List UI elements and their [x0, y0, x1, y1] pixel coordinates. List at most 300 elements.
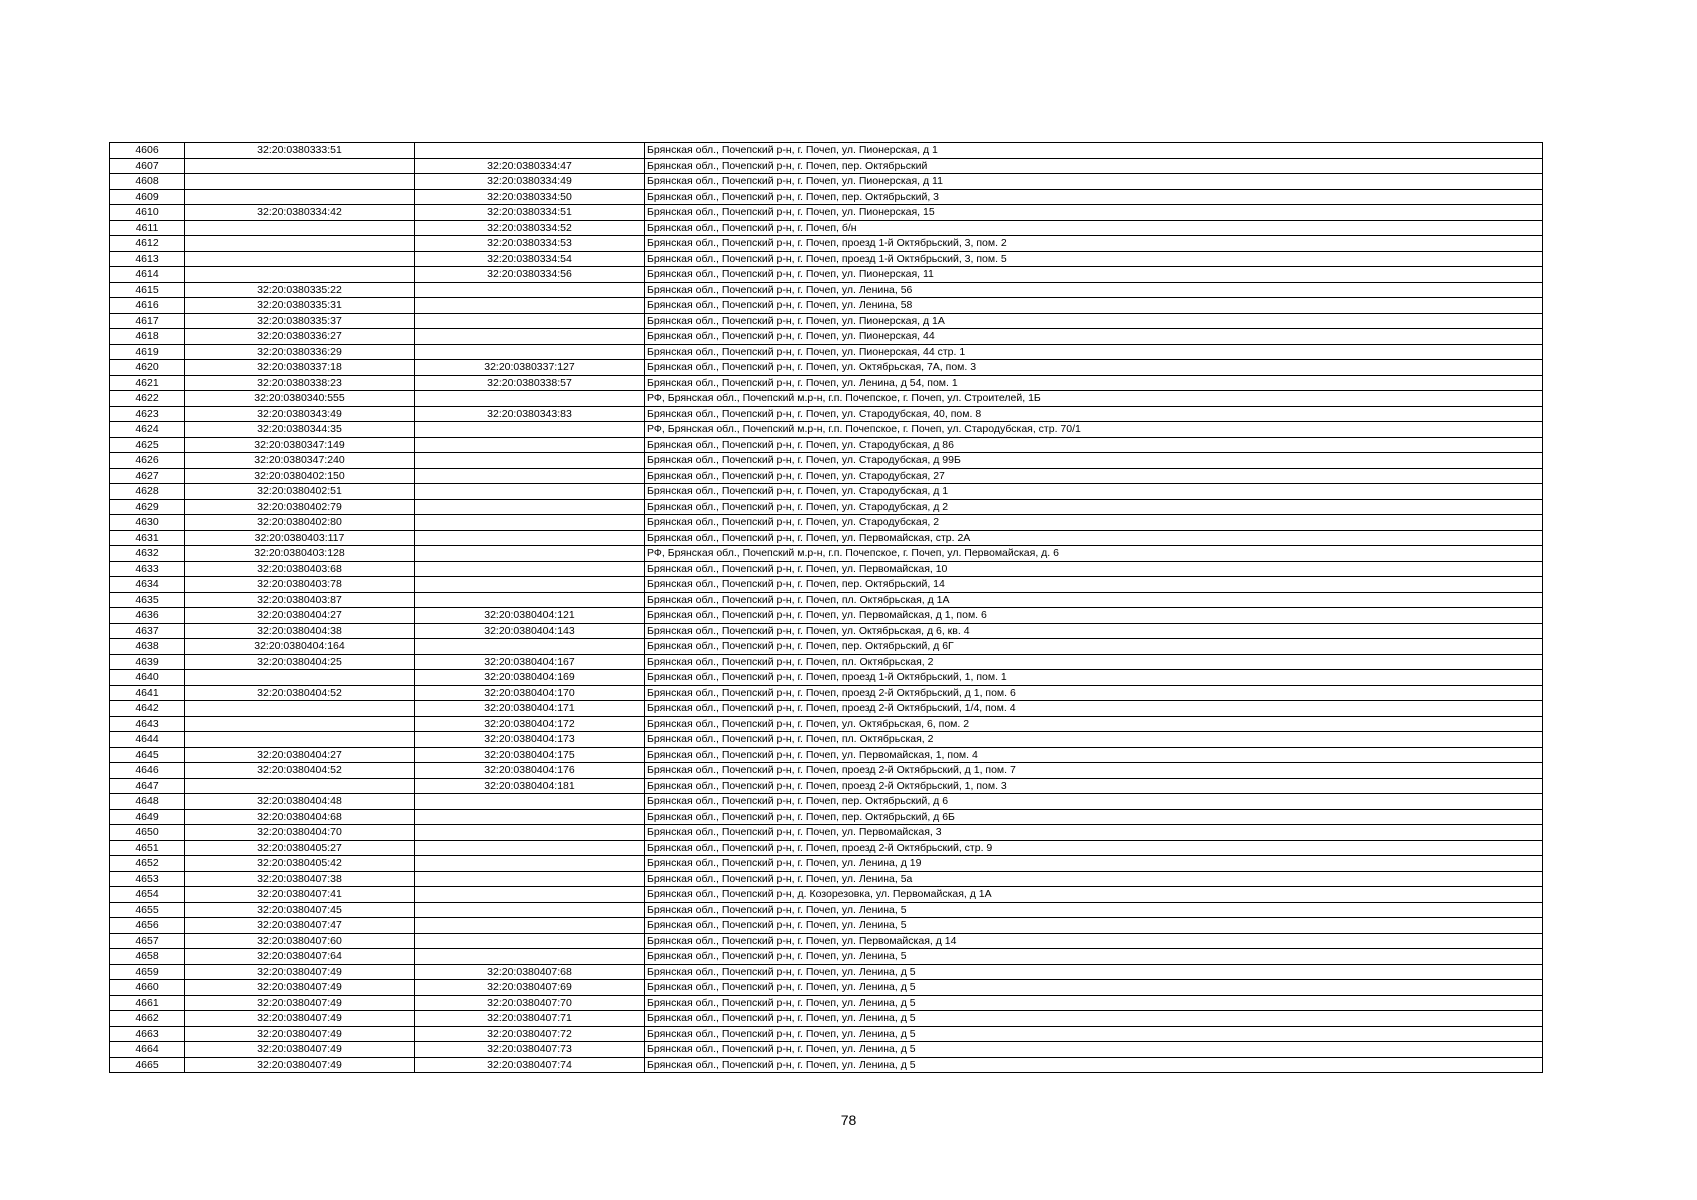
cadastral-number-cell: 32:20:0380336:27 [185, 329, 415, 345]
cadastral-number-cell: 32:20:0380343:49 [185, 406, 415, 422]
object-cadastral-number-cell: 32:20:0380334:53 [415, 236, 645, 252]
address-cell: Брянская обл., Почепский р-н, г. Почеп, ул. Пионерская, д 1А [645, 313, 1543, 329]
cadastral-number-cell: 32:20:0380340:555 [185, 391, 415, 407]
table-row [110, 1011, 1543, 1027]
address-cell: Брянская обл., Почепский р-н, г. Почеп, ул. Октябрьская, 7А, пом. 3 [645, 360, 1543, 376]
row-number-cell: 4661 [110, 995, 185, 1011]
row-number-cell: 4662 [110, 1011, 185, 1027]
cadastral-number-cell: 32:20:0380402:51 [185, 484, 415, 500]
table-row [110, 778, 1543, 794]
cadastral-number-cell: 32:20:0380407:41 [185, 887, 415, 903]
table-row [110, 949, 1543, 965]
address-cell: Брянская обл., Почепский р-н, г. Почеп, ул. Ленина, 5 [645, 949, 1543, 965]
row-number-cell: 4625 [110, 437, 185, 453]
object-cadastral-number-cell [415, 933, 645, 949]
table-row [110, 375, 1543, 391]
cadastral-number-cell: 32:20:0380407:45 [185, 902, 415, 918]
row-number-cell: 4646 [110, 763, 185, 779]
address-cell: Брянская обл., Почепский р-н, г. Почеп, ул. Ленина, д 5 [645, 995, 1543, 1011]
object-cadastral-number-cell: 32:20:0380404:173 [415, 732, 645, 748]
address-cell: Брянская обл., Почепский р-н, г. Почеп, пл. Октябрьская, д 1А [645, 592, 1543, 608]
object-cadastral-number-cell: 32:20:0380407:73 [415, 1042, 645, 1058]
cadastral-number-cell: 32:20:0380402:79 [185, 499, 415, 515]
object-cadastral-number-cell [415, 313, 645, 329]
table-row [110, 329, 1543, 345]
table-row [110, 840, 1543, 856]
address-cell: Брянская обл., Почепский р-н, г. Почеп, ул. Первомайская, стр. 2А [645, 530, 1543, 546]
table-row [110, 422, 1543, 438]
row-number-cell: 4632 [110, 546, 185, 562]
row-number-cell: 4615 [110, 282, 185, 298]
address-cell: РФ, Брянская обл., Почепский м.р-н, г.п. Почепское, г. Почеп, ул. Строителей, 1Б [645, 391, 1543, 407]
cadastral-number-cell: 32:20:0380334:42 [185, 205, 415, 221]
table-row [110, 174, 1543, 190]
cadastral-number-cell: 32:20:0380404:68 [185, 809, 415, 825]
object-cadastral-number-cell: 32:20:0380334:54 [415, 251, 645, 267]
table-row [110, 267, 1543, 283]
row-number-cell: 4623 [110, 406, 185, 422]
row-number-cell: 4622 [110, 391, 185, 407]
row-number-cell: 4626 [110, 453, 185, 469]
table-row [110, 856, 1543, 872]
row-number-cell: 4645 [110, 747, 185, 763]
object-cadastral-number-cell: 32:20:0380334:56 [415, 267, 645, 283]
object-cadastral-number-cell: 32:20:0380407:71 [415, 1011, 645, 1027]
address-cell: Брянская обл., Почепский р-н, г. Почеп, ул. Октябрьская, 6, пом. 2 [645, 716, 1543, 732]
cadastral-number-cell [185, 174, 415, 190]
object-cadastral-number-cell: 32:20:0380338:57 [415, 375, 645, 391]
cadastral-number-cell: 32:20:0380335:37 [185, 313, 415, 329]
object-cadastral-number-cell [415, 422, 645, 438]
table-row [110, 391, 1543, 407]
object-cadastral-number-cell [415, 530, 645, 546]
row-number-cell: 4612 [110, 236, 185, 252]
table-row [110, 546, 1543, 562]
address-cell: Брянская обл., Почепский р-н, г. Почеп, проезд 2-й Октябрьский, стр. 9 [645, 840, 1543, 856]
cadastral-number-cell: 32:20:0380403:128 [185, 546, 415, 562]
row-number-cell: 4656 [110, 918, 185, 934]
table-row [110, 1026, 1543, 1042]
address-cell: РФ, Брянская обл., Почепский м.р-н, г.п. Почепское, г. Почеп, ул. Первомайская, д. 6 [645, 546, 1543, 562]
row-number-cell: 4616 [110, 298, 185, 314]
row-number-cell: 4652 [110, 856, 185, 872]
table-row [110, 592, 1543, 608]
cadastral-number-cell: 32:20:0380335:22 [185, 282, 415, 298]
object-cadastral-number-cell: 32:20:0380343:83 [415, 406, 645, 422]
address-cell: Брянская обл., Почепский р-н, г. Почеп, ул. Ленина, д 5 [645, 1026, 1543, 1042]
object-cadastral-number-cell [415, 515, 645, 531]
row-number-cell: 4659 [110, 964, 185, 980]
cadastral-number-cell [185, 251, 415, 267]
object-cadastral-number-cell: 32:20:0380404:170 [415, 685, 645, 701]
cadastral-number-cell [185, 189, 415, 205]
row-number-cell: 4606 [110, 143, 185, 159]
address-cell: Брянская обл., Почепский р-н, г. Почеп, ул. Стародубская, 40, пом. 8 [645, 406, 1543, 422]
object-cadastral-number-cell: 32:20:0380404:181 [415, 778, 645, 794]
table-row [110, 685, 1543, 701]
table-row [110, 251, 1543, 267]
object-cadastral-number-cell [415, 561, 645, 577]
row-number-cell: 4613 [110, 251, 185, 267]
cadastral-number-cell: 32:20:0380407:49 [185, 1042, 415, 1058]
object-cadastral-number-cell [415, 592, 645, 608]
table-row [110, 577, 1543, 593]
address-cell: Брянская обл., Почепский р-н, г. Почеп, пер. Октябрьский, д 6Г [645, 639, 1543, 655]
address-cell: Брянская обл., Почепский р-н, г. Почеп, ул. Стародубская, д 2 [645, 499, 1543, 515]
row-number-cell: 4660 [110, 980, 185, 996]
row-number-cell: 4644 [110, 732, 185, 748]
cadastral-number-cell: 32:20:0380407:49 [185, 995, 415, 1011]
object-cadastral-number-cell: 32:20:0380337:127 [415, 360, 645, 376]
address-cell: Брянская обл., Почепский р-н, г. Почеп, проезд 2-й Октябрьский, 1/4, пом. 4 [645, 701, 1543, 717]
table-row [110, 995, 1543, 1011]
row-number-cell: 4631 [110, 530, 185, 546]
row-number-cell: 4635 [110, 592, 185, 608]
address-cell: Брянская обл., Почепский р-н, г. Почеп, ул. Ленина, д 5 [645, 964, 1543, 980]
object-cadastral-number-cell: 32:20:0380334:47 [415, 158, 645, 174]
cadastral-number-cell: 32:20:0380344:35 [185, 422, 415, 438]
row-number-cell: 4638 [110, 639, 185, 655]
table-row [110, 453, 1543, 469]
row-number-cell: 4653 [110, 871, 185, 887]
table-row [110, 1057, 1543, 1073]
object-cadastral-number-cell: 32:20:0380404:121 [415, 608, 645, 624]
table-row [110, 670, 1543, 686]
table-row [110, 809, 1543, 825]
address-cell: Брянская обл., Почепский р-н, г. Почеп, ул. Пионерская, 44 [645, 329, 1543, 345]
object-cadastral-number-cell: 32:20:0380407:72 [415, 1026, 645, 1042]
table-row [110, 1042, 1543, 1058]
address-cell: Брянская обл., Почепский р-н, г. Почеп, ул. Стародубская, 27 [645, 468, 1543, 484]
table-row [110, 732, 1543, 748]
cadastral-number-cell: 32:20:0380404:164 [185, 639, 415, 655]
table-row [110, 980, 1543, 996]
table-row [110, 887, 1543, 903]
address-cell: Брянская обл., Почепский р-н, г. Почеп, проезд 1-й Октябрьский, 3, пом. 5 [645, 251, 1543, 267]
cadastral-number-cell: 32:20:0380337:18 [185, 360, 415, 376]
cadastral-number-cell [185, 701, 415, 717]
address-cell: Брянская обл., Почепский р-н, г. Почеп, проезд 2-й Октябрьский, д 1, пом. 7 [645, 763, 1543, 779]
object-cadastral-number-cell [415, 453, 645, 469]
cadastral-number-cell: 32:20:0380403:78 [185, 577, 415, 593]
row-number-cell: 4651 [110, 840, 185, 856]
table-row [110, 220, 1543, 236]
address-cell: Брянская обл., Почепский р-н, г. Почеп, пер. Октябрьский, 3 [645, 189, 1543, 205]
address-cell: Брянская обл., Почепский р-н, г. Почеп, ул. Пионерская, 44 стр. 1 [645, 344, 1543, 360]
table-row [110, 561, 1543, 577]
object-cadastral-number-cell [415, 282, 645, 298]
cadastral-number-cell: 32:20:0380405:27 [185, 840, 415, 856]
table-row [110, 344, 1543, 360]
row-number-cell: 4630 [110, 515, 185, 531]
table-row [110, 701, 1543, 717]
address-cell: Брянская обл., Почепский р-н, г. Почеп, ул. Ленина, д 5 [645, 1057, 1543, 1073]
table-row [110, 902, 1543, 918]
object-cadastral-number-cell [415, 639, 645, 655]
cadastral-table [109, 142, 1543, 1073]
cadastral-number-cell [185, 236, 415, 252]
row-number-cell: 4609 [110, 189, 185, 205]
row-number-cell: 4642 [110, 701, 185, 717]
cadastral-number-cell [185, 716, 415, 732]
object-cadastral-number-cell [415, 298, 645, 314]
object-cadastral-number-cell [415, 902, 645, 918]
row-number-cell: 4637 [110, 623, 185, 639]
object-cadastral-number-cell: 32:20:0380404:172 [415, 716, 645, 732]
cadastral-number-cell: 32:20:0380347:149 [185, 437, 415, 453]
page-number: 78 [840, 1112, 857, 1128]
address-cell: РФ, Брянская обл., Почепский м.р-н, г.п. Почепское, г. Почеп, ул. Стародубская, стр. 70/1 [645, 422, 1543, 438]
address-cell: Брянская обл., Почепский р-н, г. Почеп, ул. Первомайская, д 14 [645, 933, 1543, 949]
address-cell: Брянская обл., Почепский р-н, г. Почеп, ул. Первомайская, 3 [645, 825, 1543, 841]
table-row [110, 964, 1543, 980]
object-cadastral-number-cell [415, 391, 645, 407]
row-number-cell: 4618 [110, 329, 185, 345]
address-cell: Брянская обл., Почепский р-н, г. Почеп, б/н [645, 220, 1543, 236]
object-cadastral-number-cell [415, 840, 645, 856]
object-cadastral-number-cell [415, 468, 645, 484]
table-row [110, 468, 1543, 484]
cadastral-number-cell: 32:20:0380403:68 [185, 561, 415, 577]
cadastral-number-cell: 32:20:0380336:29 [185, 344, 415, 360]
row-number-cell: 4611 [110, 220, 185, 236]
table-row [110, 406, 1543, 422]
object-cadastral-number-cell [415, 794, 645, 810]
row-number-cell: 4648 [110, 794, 185, 810]
cadastral-number-cell: 32:20:0380404:27 [185, 608, 415, 624]
address-cell: Брянская обл., Почепский р-н, г. Почеп, пл. Октябрьская, 2 [645, 654, 1543, 670]
object-cadastral-number-cell [415, 484, 645, 500]
table-row [110, 933, 1543, 949]
row-number-cell: 4641 [110, 685, 185, 701]
row-number-cell: 4607 [110, 158, 185, 174]
cadastral-number-cell [185, 778, 415, 794]
address-cell: Брянская обл., Почепский р-н, г. Почеп, проезд 1-й Октябрьский, 1, пом. 1 [645, 670, 1543, 686]
object-cadastral-number-cell [415, 949, 645, 965]
table-row [110, 298, 1543, 314]
table-row [110, 282, 1543, 298]
object-cadastral-number-cell [415, 344, 645, 360]
object-cadastral-number-cell: 32:20:0380334:49 [415, 174, 645, 190]
table-row [110, 143, 1543, 159]
address-cell: Брянская обл., Почепский р-н, г. Почеп, ул. Первомайская, 1, пом. 4 [645, 747, 1543, 763]
row-number-cell: 4639 [110, 654, 185, 670]
address-cell: Брянская обл., Почепский р-н, г. Почеп, пл. Октябрьская, 2 [645, 732, 1543, 748]
table-row [110, 794, 1543, 810]
row-number-cell: 4608 [110, 174, 185, 190]
row-number-cell: 4663 [110, 1026, 185, 1042]
cadastral-number-cell: 32:20:0380404:70 [185, 825, 415, 841]
row-number-cell: 4617 [110, 313, 185, 329]
table-row [110, 484, 1543, 500]
object-cadastral-number-cell: 32:20:0380334:52 [415, 220, 645, 236]
object-cadastral-number-cell: 32:20:0380404:167 [415, 654, 645, 670]
row-number-cell: 4636 [110, 608, 185, 624]
table-row [110, 530, 1543, 546]
object-cadastral-number-cell [415, 577, 645, 593]
object-cadastral-number-cell: 32:20:0380334:51 [415, 205, 645, 221]
cadastral-number-cell: 32:20:0380407:64 [185, 949, 415, 965]
cadastral-number-cell: 32:20:0380402:80 [185, 515, 415, 531]
object-cadastral-number-cell [415, 856, 645, 872]
cadastral-number-cell: 32:20:0380407:49 [185, 964, 415, 980]
address-cell: Брянская обл., Почепский р-н, г. Почеп, ул. Ленина, 5 [645, 918, 1543, 934]
row-number-cell: 4657 [110, 933, 185, 949]
row-number-cell: 4627 [110, 468, 185, 484]
address-cell: Брянская обл., Почепский р-н, г. Почеп, ул. Пионерская, 11 [645, 267, 1543, 283]
cadastral-number-cell [185, 158, 415, 174]
row-number-cell: 4629 [110, 499, 185, 515]
cadastral-number-cell [185, 670, 415, 686]
address-cell: Брянская обл., Почепский р-н, г. Почеп, проезд 1-й Октябрьский, 3, пом. 2 [645, 236, 1543, 252]
table-row [110, 608, 1543, 624]
cadastral-number-cell [185, 220, 415, 236]
table-row [110, 918, 1543, 934]
cadastral-number-cell: 32:20:0380402:150 [185, 468, 415, 484]
cadastral-number-cell: 32:20:0380407:60 [185, 933, 415, 949]
row-number-cell: 4650 [110, 825, 185, 841]
row-number-cell: 4628 [110, 484, 185, 500]
address-cell: Брянская обл., Почепский р-н, г. Почеп, ул. Ленина, 5а [645, 871, 1543, 887]
address-cell: Брянская обл., Почепский р-н, г. Почеп, ул. Стародубская, д 99Б [645, 453, 1543, 469]
object-cadastral-number-cell: 32:20:0380407:70 [415, 995, 645, 1011]
object-cadastral-number-cell: 32:20:0380404:175 [415, 747, 645, 763]
table-row [110, 871, 1543, 887]
cadastral-number-cell: 32:20:0380407:49 [185, 1057, 415, 1073]
row-number-cell: 4643 [110, 716, 185, 732]
cadastral-number-cell [185, 732, 415, 748]
object-cadastral-number-cell: 32:20:0380404:143 [415, 623, 645, 639]
cadastral-number-cell: 32:20:0380404:27 [185, 747, 415, 763]
object-cadastral-number-cell: 32:20:0380407:74 [415, 1057, 645, 1073]
address-cell: Брянская обл., Почепский р-н, г. Почеп, пер. Октябрьский, 14 [645, 577, 1543, 593]
address-cell: Брянская обл., Почепский р-н, г. Почеп, ул. Пионерская, д 11 [645, 174, 1543, 190]
cadastral-number-cell: 32:20:0380404:48 [185, 794, 415, 810]
object-cadastral-number-cell: 32:20:0380407:68 [415, 964, 645, 980]
cadastral-number-cell: 32:20:0380335:31 [185, 298, 415, 314]
row-number-cell: 4614 [110, 267, 185, 283]
row-number-cell: 4658 [110, 949, 185, 965]
cadastral-number-cell: 32:20:0380405:42 [185, 856, 415, 872]
row-number-cell: 4624 [110, 422, 185, 438]
address-cell: Брянская обл., Почепский р-н, г. Почеп, ул. Стародубская, 2 [645, 515, 1543, 531]
table-row [110, 763, 1543, 779]
address-cell: Брянская обл., Почепский р-н, г. Почеп, ул. Октябрьская, д 6, кв. 4 [645, 623, 1543, 639]
table-row [110, 205, 1543, 221]
row-number-cell: 4634 [110, 577, 185, 593]
address-cell: Брянская обл., Почепский р-н, г. Почеп, ул. Ленина, д 5 [645, 1011, 1543, 1027]
cadastral-number-cell: 32:20:0380347:240 [185, 453, 415, 469]
row-number-cell: 4664 [110, 1042, 185, 1058]
cadastral-number-cell: 32:20:0380404:52 [185, 763, 415, 779]
table-row [110, 158, 1543, 174]
address-cell: Брянская обл., Почепский р-н, г. Почеп, ул. Пионерская, д 1 [645, 143, 1543, 159]
table-row [110, 716, 1543, 732]
object-cadastral-number-cell [415, 918, 645, 934]
address-cell: Брянская обл., Почепский р-н, г. Почеп, ул. Ленина, 5 [645, 902, 1543, 918]
address-cell: Брянская обл., Почепский р-н, г. Почеп, ул. Первомайская, 10 [645, 561, 1543, 577]
row-number-cell: 4649 [110, 809, 185, 825]
table-row [110, 499, 1543, 515]
address-cell: Брянская обл., Почепский р-н, г. Почеп, ул. Ленина, д 19 [645, 856, 1543, 872]
address-cell: Брянская обл., Почепский р-н, д. Козорезовка, ул. Первомайская, д 1А [645, 887, 1543, 903]
address-cell: Брянская обл., Почепский р-н, г. Почеп, ул. Первомайская, д 1, пом. 6 [645, 608, 1543, 624]
cadastral-number-cell: 32:20:0380333:51 [185, 143, 415, 159]
table-row [110, 189, 1543, 205]
address-cell: Брянская обл., Почепский р-н, г. Почеп, ул. Ленина, 56 [645, 282, 1543, 298]
table-row [110, 437, 1543, 453]
address-cell: Брянская обл., Почепский р-н, г. Почеп, ул. Стародубская, д 1 [645, 484, 1543, 500]
address-cell: Брянская обл., Почепский р-н, г. Почеп, ул. Ленина, д 5 [645, 1042, 1543, 1058]
table-row [110, 515, 1543, 531]
object-cadastral-number-cell [415, 871, 645, 887]
object-cadastral-number-cell: 32:20:0380404:169 [415, 670, 645, 686]
cadastral-number-cell [185, 267, 415, 283]
table-row [110, 623, 1543, 639]
cadastral-number-cell: 32:20:0380404:52 [185, 685, 415, 701]
address-cell: Брянская обл., Почепский р-н, г. Почеп, ул. Ленина, д 5 [645, 980, 1543, 996]
row-number-cell: 4619 [110, 344, 185, 360]
object-cadastral-number-cell [415, 499, 645, 515]
address-cell: Брянская обл., Почепский р-н, г. Почеп, пер. Октябрьский [645, 158, 1543, 174]
cadastral-number-cell: 32:20:0380407:49 [185, 980, 415, 996]
address-cell: Брянская обл., Почепский р-н, г. Почеп, ул. Ленина, 58 [645, 298, 1543, 314]
table-row [110, 654, 1543, 670]
cadastral-number-cell: 32:20:0380338:23 [185, 375, 415, 391]
address-cell: Брянская обл., Почепский р-н, г. Почеп, ул. Пионерская, 15 [645, 205, 1543, 221]
address-cell: Брянская обл., Почепский р-н, г. Почеп, проезд 2-й Октябрьский, 1, пом. 3 [645, 778, 1543, 794]
object-cadastral-number-cell [415, 437, 645, 453]
table-row [110, 360, 1543, 376]
table-row [110, 639, 1543, 655]
address-cell: Брянская обл., Почепский р-н, г. Почеп, ул. Стародубская, д 86 [645, 437, 1543, 453]
cadastral-number-cell: 32:20:0380407:49 [185, 1026, 415, 1042]
object-cadastral-number-cell [415, 887, 645, 903]
row-number-cell: 4647 [110, 778, 185, 794]
cadastral-number-cell: 32:20:0380407:47 [185, 918, 415, 934]
object-cadastral-number-cell [415, 825, 645, 841]
object-cadastral-number-cell: 32:20:0380404:176 [415, 763, 645, 779]
row-number-cell: 4610 [110, 205, 185, 221]
address-cell: Брянская обл., Почепский р-н, г. Почеп, пер. Октябрьский, д 6 [645, 794, 1543, 810]
row-number-cell: 4665 [110, 1057, 185, 1073]
row-number-cell: 4633 [110, 561, 185, 577]
address-cell: Брянская обл., Почепский р-н, г. Почеп, проезд 2-й Октябрьский, д 1, пом. 6 [645, 685, 1543, 701]
address-cell: Брянская обл., Почепский р-н, г. Почеп, пер. Октябрьский, д 6Б [645, 809, 1543, 825]
object-cadastral-number-cell [415, 809, 645, 825]
row-number-cell: 4640 [110, 670, 185, 686]
row-number-cell: 4655 [110, 902, 185, 918]
row-number-cell: 4620 [110, 360, 185, 376]
object-cadastral-number-cell [415, 143, 645, 159]
cadastral-number-cell: 32:20:0380404:38 [185, 623, 415, 639]
cadastral-number-cell: 32:20:0380407:49 [185, 1011, 415, 1027]
table-row [110, 825, 1543, 841]
row-number-cell: 4621 [110, 375, 185, 391]
table-body [110, 143, 1543, 1073]
object-cadastral-number-cell: 32:20:0380404:171 [415, 701, 645, 717]
cadastral-number-cell: 32:20:0380403:87 [185, 592, 415, 608]
object-cadastral-number-cell [415, 329, 645, 345]
object-cadastral-number-cell: 32:20:0380407:69 [415, 980, 645, 996]
cadastral-number-cell: 32:20:0380403:117 [185, 530, 415, 546]
row-number-cell: 4654 [110, 887, 185, 903]
address-cell: Брянская обл., Почепский р-н, г. Почеп, ул. Ленина, д 54, пом. 1 [645, 375, 1543, 391]
cadastral-number-cell: 32:20:0380404:25 [185, 654, 415, 670]
cadastral-number-cell: 32:20:0380407:38 [185, 871, 415, 887]
table-row [110, 236, 1543, 252]
object-cadastral-number-cell: 32:20:0380334:50 [415, 189, 645, 205]
